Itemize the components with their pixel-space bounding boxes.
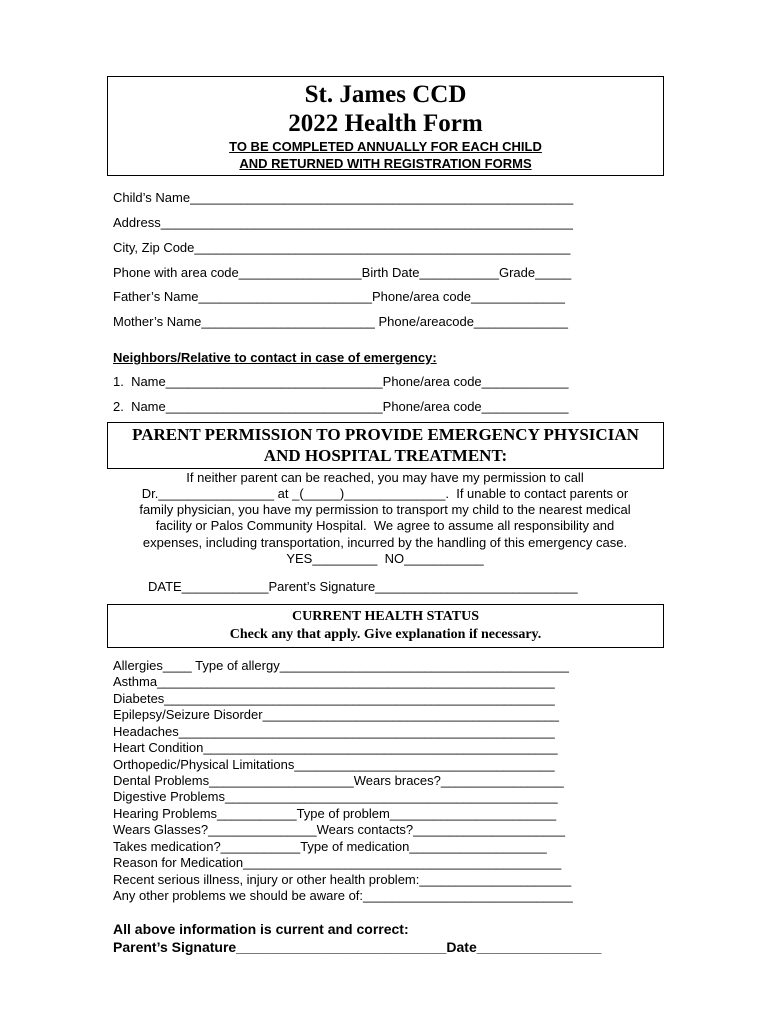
glasses-field[interactable]: Wears Glasses?_______________Wears contacts?_____________________ — [113, 822, 565, 837]
emergency-contact-2[interactable]: 2. Name______________________________Phone/area code____________ — [113, 399, 569, 414]
phone-birth-grade-field[interactable]: Phone with area code_________________Birth Date___________Grade_____ — [113, 265, 572, 280]
permission-text-1: If neither parent can be reached, you may have my permission to call — [186, 470, 584, 485]
permission-text-3: family physician, you have my permission to transport my child to the nearest medical — [139, 502, 631, 517]
heart-condition-field[interactable]: Heart Condition_________________________________________________ — [113, 740, 558, 755]
diabetes-field[interactable]: Diabetes______________________________________________________ — [113, 691, 555, 706]
dental-field[interactable]: Dental Problems____________________Wears braces?_________________ — [113, 773, 564, 788]
fathers-name-field[interactable]: Father’s Name________________________Phone/area code_____________ — [113, 289, 566, 304]
headaches-field[interactable]: Headaches____________________________________________________ — [113, 724, 555, 739]
asthma-field[interactable]: Asthma_______________________________________________________ — [113, 674, 555, 689]
city-zip-field[interactable]: City, Zip Code____________________________________________________ — [113, 240, 571, 255]
date-signature-field[interactable]: DATE____________Parent’s Signature____________________________ — [148, 579, 578, 594]
medication-reason-field[interactable]: Reason for Medication____________________________________________ — [113, 855, 562, 870]
parent-signature-date-field[interactable]: Parent’s Signature___________________________Date________________ — [113, 939, 602, 955]
allergies-field[interactable]: Allergies____ Type of allergy________________________________________ — [113, 658, 569, 673]
health-heading-line1: CURRENT HEALTH STATUS — [292, 609, 479, 624]
recent-illness-field[interactable]: Recent serious illness, injury or other health problem:_____________________ — [113, 872, 572, 887]
address-field[interactable]: Address_________________________________________________________ — [113, 215, 573, 230]
emergency-contact-1[interactable]: 1. Name______________________________Phone/area code____________ — [113, 374, 569, 389]
yes-no-field[interactable]: YES_________ NO___________ — [286, 551, 484, 566]
permission-text-4: facility or Palos Community Hospital. We agree to assume all responsibility and — [155, 518, 615, 533]
subtitle-line2: AND RETURNED WITH REGISTRATION FORMS — [239, 156, 532, 171]
childs-name-field[interactable]: Child’s Name_____________________________________________________ — [113, 190, 574, 205]
permission-heading-line2: AND HOSPITAL TREATMENT: — [263, 446, 508, 465]
permission-text-5: expenses, including transportation, incurred by the handling of this emergency case. — [142, 535, 628, 550]
permission-text-2[interactable]: Dr.________________ at _(_____)______________. If unable to contact parents or — [141, 486, 629, 501]
orthopedic-field[interactable]: Orthopedic/Physical Limitations____________________________________ — [113, 757, 555, 772]
digestive-field[interactable]: Digestive Problems______________________________________________ — [113, 789, 558, 804]
confirmation-statement: All above information is current and correct: — [113, 921, 409, 937]
subtitle-line1: TO BE COMPLETED ANNUALLY FOR EACH CHILD — [229, 139, 542, 154]
other-problems-field[interactable]: Any other problems we should be aware of:_____________________________ — [113, 888, 573, 903]
hearing-field[interactable]: Hearing Problems___________Type of problem_______________________ — [113, 806, 557, 821]
form-title-line1: St. James CCD — [304, 81, 467, 108]
medication-field[interactable]: Takes medication?___________Type of medication___________________ — [113, 839, 547, 854]
epilepsy-field[interactable]: Epilepsy/Seizure Disorder_________________________________________ — [113, 707, 559, 722]
permission-heading-line1: PARENT PERMISSION TO PROVIDE EMERGENCY PHYSICIAN — [132, 425, 639, 444]
form-title-line2: 2022 Health Form — [288, 110, 483, 137]
health-heading-line2: Check any that apply. Give explanation if necessary. — [229, 627, 542, 642]
mothers-name-field[interactable]: Mother’s Name________________________ Phone/areacode_____________ — [113, 314, 568, 329]
emergency-heading: Neighbors/Relative to contact in case of emergency: — [113, 350, 437, 365]
